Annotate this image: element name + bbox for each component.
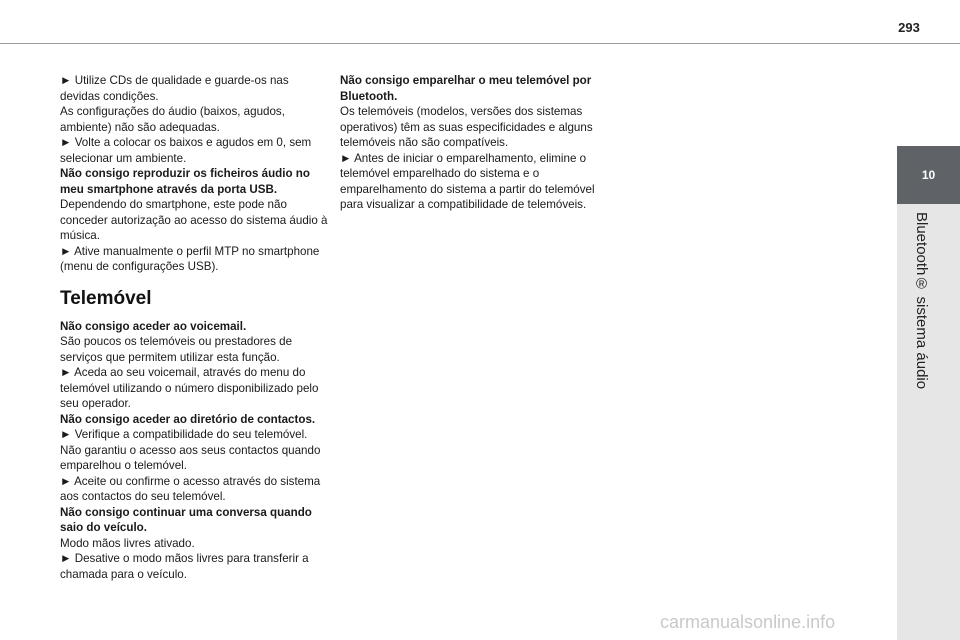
question-heading: Não consigo aceder ao diretório de contactos.: [60, 412, 316, 426]
instruction-bullet: ► Utilize CDs de qualidade e guarde-os nas devidas condições.: [60, 73, 328, 104]
body-paragraph: Modo mãos livres ativado.: [60, 536, 195, 550]
chapter-number-tab: 10: [897, 146, 960, 204]
instruction-bullet: ► Antes de iniciar o emparelhamento, elimine o telemóvel emparelhado do sistema e o emparelhamento do sistema a partir do telemóvel para visualizar a compatibilidade de telemóveis.: [340, 151, 610, 213]
right-text-column: [340, 73, 610, 213]
instruction-bullet: ► Aceite ou confirme o acesso através do sistema aos contactos do seu telemóvel.: [60, 474, 328, 505]
question-heading: Não consigo continuar uma conversa quando saio do veículo.: [60, 505, 312, 534]
site-watermark: carmanualsonline.info: [660, 612, 836, 632]
left-text-column: [60, 73, 328, 582]
page-number: 293: [898, 20, 920, 35]
question-heading: Não consigo emparelhar o meu telemóvel por Bluetooth.: [340, 74, 592, 103]
body-paragraph: São poucos os telemóveis ou prestadores de serviços que permitem utilizar esta função.: [60, 335, 293, 364]
instruction-bullet: ► Desative o modo mãos livres para transferir a chamada para o veículo.: [60, 551, 328, 582]
body-paragraph: Os telemóveis (modelos, versões dos sistemas operativos) têm as suas especificidades e alguns telemóveis não são compatíveis.: [340, 105, 593, 149]
question-heading: Não consigo aceder ao voicemail.: [60, 319, 247, 333]
instruction-bullet: ► Aceda ao seu voicemail, através do menu do telemóvel utilizando o número disponibilizado pelo seu operador.: [60, 365, 328, 412]
body-paragraph: Dependendo do smartphone, este pode não conceder autorização ao acesso do sistema áudio à música.: [60, 198, 328, 242]
instruction-bullet: ► Volte a colocar os baixos e agudos em 0, sem selecionar um ambiente.: [60, 135, 328, 166]
section-heading: Telemóvel: [60, 287, 152, 309]
chapter-title: Bluetooth® sistema áudio: [913, 212, 930, 390]
header-divider: [0, 43, 960, 44]
body-paragraph: As configurações do áudio (baixos, agudos, ambiente) não são adequadas.: [60, 105, 285, 134]
body-paragraph: Não garantiu o acesso aos seus contactos quando emparelhou o telemóvel.: [60, 443, 321, 472]
instruction-bullet: ► Ative manualmente o perfil MTP no smartphone (menu de configurações USB).: [60, 244, 328, 275]
question-heading: Não consigo reproduzir os ficheiros áudio no meu smartphone através da porta USB.: [60, 167, 310, 196]
instruction-bullet: ► Verifique a compatibilidade do seu telemóvel.: [60, 427, 328, 443]
